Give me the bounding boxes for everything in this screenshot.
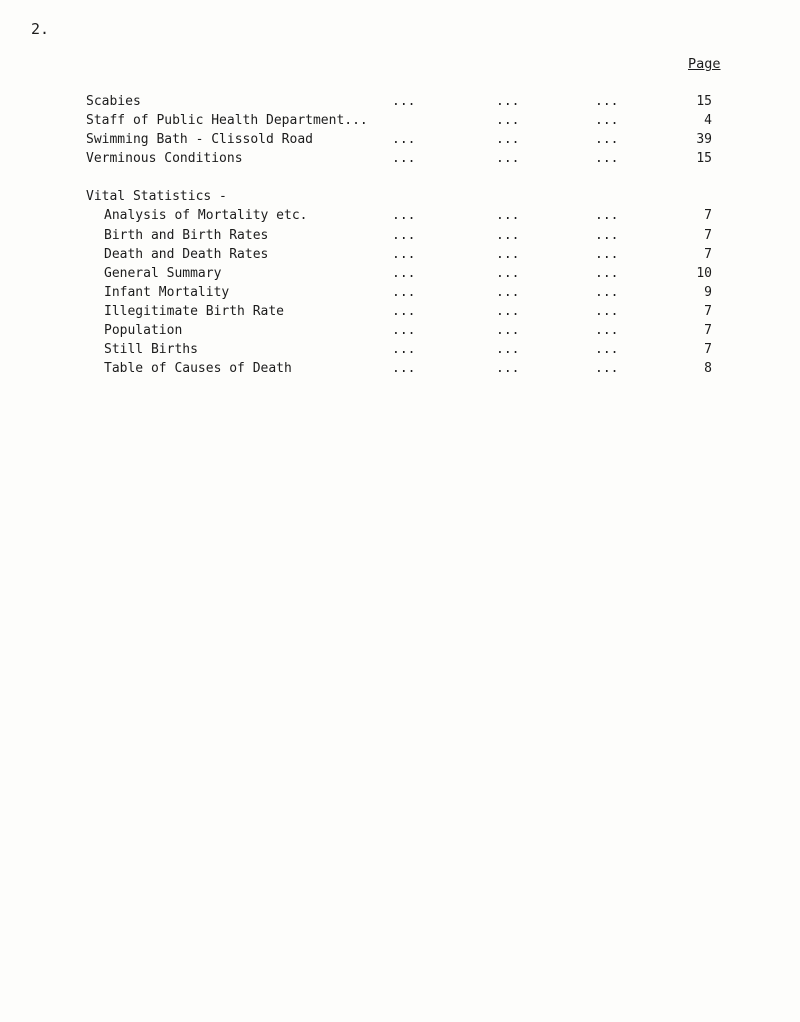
entry-label: Death and Death Rates bbox=[104, 246, 269, 262]
entry-label: Population bbox=[104, 323, 183, 339]
entry-page-number: 9 bbox=[704, 284, 712, 300]
index-entry bbox=[86, 92, 726, 111]
leader-dots: ... bbox=[595, 113, 619, 129]
leader-dots: ... bbox=[496, 132, 520, 148]
leader-dots: ... bbox=[392, 227, 416, 243]
leader-dots: ... bbox=[392, 303, 416, 319]
leader-dots: ... bbox=[392, 151, 416, 167]
entry-label: Analysis of Mortality etc. bbox=[104, 208, 308, 224]
index-entry bbox=[86, 226, 726, 245]
entry-label: Swimming Bath - Clissold Road bbox=[86, 132, 313, 148]
entry-page-number: 7 bbox=[704, 227, 712, 243]
leader-dots: ... bbox=[392, 361, 416, 377]
leader-dots: ... bbox=[595, 132, 619, 148]
leader-dots: ... bbox=[595, 284, 619, 300]
leader-dots: ... bbox=[392, 94, 416, 109]
index-entry bbox=[86, 340, 726, 359]
page-column-header: Page bbox=[688, 56, 721, 72]
index-table bbox=[86, 92, 726, 378]
leader-dots: ... bbox=[496, 265, 520, 281]
leader-dots: ... bbox=[496, 227, 520, 243]
entry-page-number: 7 bbox=[704, 342, 712, 358]
entry-label: Verminous Conditions bbox=[86, 151, 243, 167]
section-heading: Vital Statistics - bbox=[86, 189, 227, 205]
entry-label: General Summary bbox=[104, 265, 222, 281]
leader-dots: ... bbox=[392, 132, 416, 148]
index-entry bbox=[86, 264, 726, 283]
index-entry bbox=[86, 359, 726, 378]
index-entry bbox=[86, 302, 726, 321]
entry-page-number: 7 bbox=[704, 323, 712, 339]
leader-dots: ... bbox=[496, 113, 520, 129]
page-number: 2. bbox=[31, 20, 50, 38]
leader-dots: ... bbox=[496, 151, 520, 167]
index-entry bbox=[86, 111, 726, 130]
leader-dots: ... bbox=[496, 208, 520, 224]
section-spacer bbox=[86, 168, 726, 187]
leader-dots: ... bbox=[595, 342, 619, 358]
entry-page-number: 8 bbox=[704, 361, 712, 377]
leader-dots: ... bbox=[392, 284, 416, 300]
index-entry bbox=[86, 321, 726, 340]
leader-dots: ... bbox=[496, 246, 520, 262]
entry-page-number: 39 bbox=[696, 132, 712, 148]
index-entry bbox=[86, 283, 726, 302]
leader-dots: ... bbox=[392, 265, 416, 281]
leader-dots: ... bbox=[595, 227, 619, 243]
entry-label: Staff of Public Health Department... bbox=[86, 113, 368, 129]
entry-label: Birth and Birth Rates bbox=[104, 227, 269, 243]
index-entry bbox=[86, 206, 726, 225]
leader-dots: ... bbox=[392, 323, 416, 339]
entry-page-number: 7 bbox=[704, 303, 712, 319]
index-entry bbox=[86, 245, 726, 264]
leader-dots: ... bbox=[496, 361, 520, 377]
leader-dots: ... bbox=[392, 342, 416, 358]
entry-page-number: 7 bbox=[704, 246, 712, 262]
leader-dots: ... bbox=[392, 208, 416, 224]
entry-page-number: 7 bbox=[704, 208, 712, 224]
entry-label: Scabies bbox=[86, 94, 141, 109]
leader-dots: ... bbox=[496, 94, 520, 109]
entry-page-number: 15 bbox=[696, 94, 712, 109]
entry-label: Illegitimate Birth Rate bbox=[104, 303, 285, 319]
leader-dots: ... bbox=[496, 303, 520, 319]
section-entries bbox=[86, 206, 726, 378]
leader-dots: ... bbox=[392, 246, 416, 262]
leader-dots: ... bbox=[595, 94, 619, 109]
leader-dots: ... bbox=[595, 151, 619, 167]
leader-dots: ... bbox=[595, 323, 619, 339]
leader-dots: ... bbox=[496, 323, 520, 339]
entry-page-number: 4 bbox=[704, 113, 712, 129]
entry-label: Still Births bbox=[104, 342, 198, 358]
leader-dots: ... bbox=[595, 208, 619, 224]
leader-dots: ... bbox=[595, 265, 619, 281]
index-entry bbox=[86, 149, 726, 168]
leader-dots: ... bbox=[595, 361, 619, 377]
entry-page-number: 10 bbox=[696, 265, 712, 281]
index-entry bbox=[86, 130, 726, 149]
index-entries bbox=[86, 92, 726, 168]
entry-page-number: 15 bbox=[696, 151, 712, 167]
leader-dots: ... bbox=[595, 303, 619, 319]
leader-dots: ... bbox=[496, 342, 520, 358]
section-heading-row bbox=[86, 187, 726, 206]
entry-label: Infant Mortality bbox=[104, 284, 230, 300]
leader-dots: ... bbox=[595, 246, 619, 262]
entry-label: Table of Causes of Death bbox=[104, 361, 292, 377]
leader-dots: ... bbox=[496, 284, 520, 300]
